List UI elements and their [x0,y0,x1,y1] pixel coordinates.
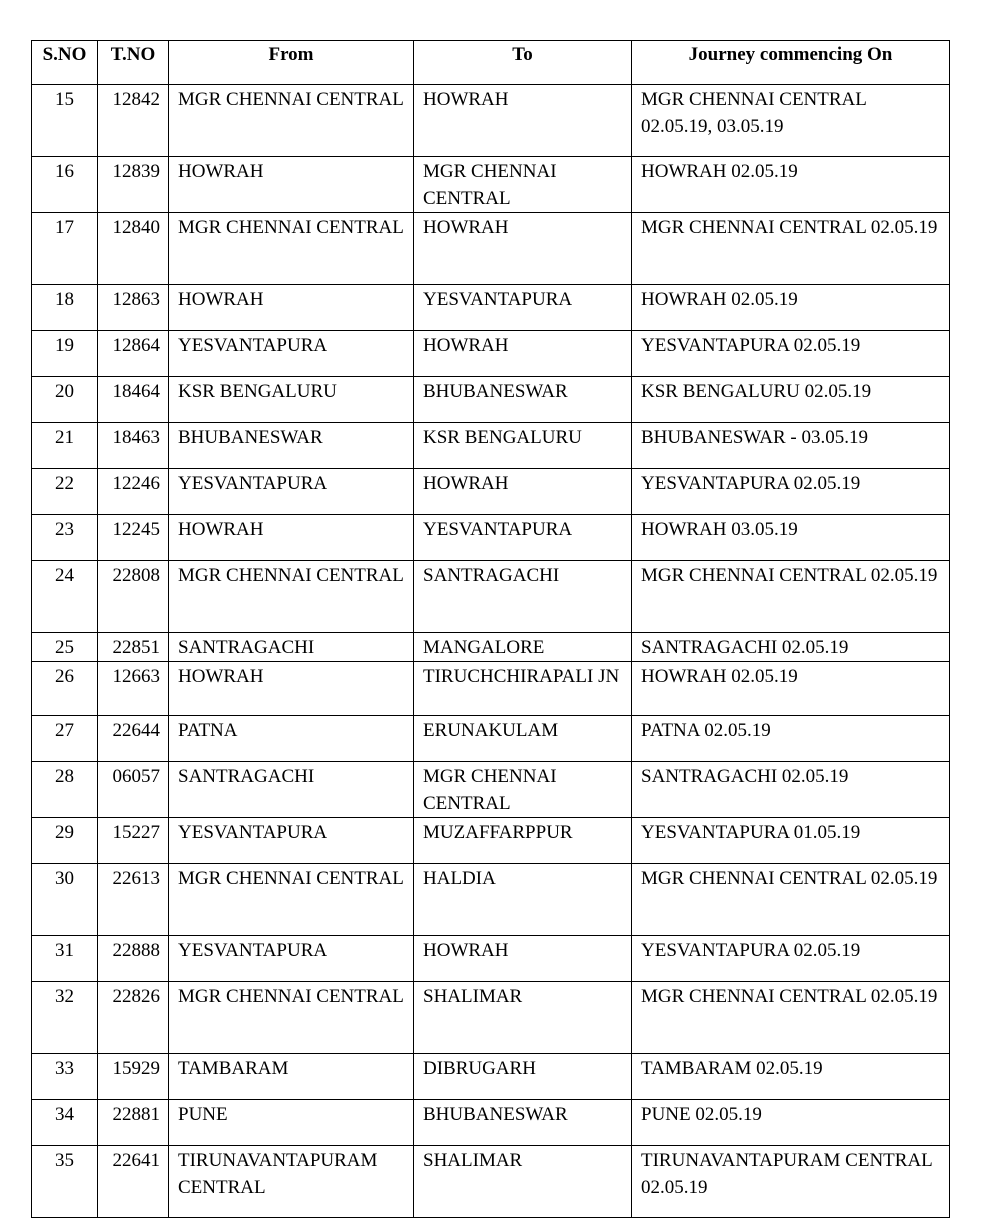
cell-tno: 15929 [98,1054,169,1100]
table-row [32,331,950,377]
header-from: From [169,41,414,85]
table-row [32,1146,950,1218]
cell-journey: HOWRAH 02.05.19 [632,157,950,213]
cell-from: YESVANTAPURA [169,331,414,377]
cell-to: MGR CHENNAI CENTRAL [414,157,632,213]
cell-tno: 15227 [98,818,169,864]
cell-from: MGR CHENNAI CENTRAL [169,982,414,1054]
cell-to: HALDIA [414,864,632,936]
cell-from: HOWRAH [169,285,414,331]
cell-journey: PUNE 02.05.19 [632,1100,950,1146]
cell-journey: TIRUNAVANTAPURAM CENTRAL 02.05.19 [632,1146,950,1218]
cell-to: YESVANTAPURA [414,285,632,331]
cell-tno: 12842 [98,85,169,157]
cell-journey: SANTRAGACHI 02.05.19 [632,762,950,818]
cell-sno: 21 [32,423,98,469]
cell-from: HOWRAH [169,515,414,561]
cell-sno: 18 [32,285,98,331]
cell-journey: MGR CHENNAI CENTRAL 02.05.19 [632,982,950,1054]
train-schedule-table [31,40,950,1218]
cell-sno: 33 [32,1054,98,1100]
cell-tno: 12663 [98,662,169,716]
cell-to: HOWRAH [414,213,632,285]
cell-journey: MGR CHENNAI CENTRAL 02.05.19 [632,213,950,285]
cell-sno: 26 [32,662,98,716]
cell-to: DIBRUGARH [414,1054,632,1100]
cell-journey: SANTRAGACHI 02.05.19 [632,633,950,662]
table-row [32,85,950,157]
cell-tno: 18464 [98,377,169,423]
table-row [32,1054,950,1100]
cell-sno: 23 [32,515,98,561]
table-row [32,864,950,936]
cell-tno: 12839 [98,157,169,213]
cell-from: MGR CHENNAI CENTRAL [169,213,414,285]
cell-tno: 12245 [98,515,169,561]
cell-from: BHUBANESWAR [169,423,414,469]
cell-to: TIRUCHCHIRAPALI JN [414,662,632,716]
cell-tno: 22644 [98,716,169,762]
table-row [32,662,950,716]
cell-to: BHUBANESWAR [414,1100,632,1146]
cell-from: TIRUNAVANTAPURAM CENTRAL [169,1146,414,1218]
cell-to: ERUNAKULAM [414,716,632,762]
cell-journey: YESVANTAPURA 01.05.19 [632,818,950,864]
cell-from: YESVANTAPURA [169,469,414,515]
cell-sno: 28 [32,762,98,818]
table-row [32,762,950,818]
cell-journey: MGR CHENNAI CENTRAL 02.05.19, 03.05.19 [632,85,950,157]
table-row [32,515,950,561]
cell-to: KSR BENGALURU [414,423,632,469]
cell-tno: 22826 [98,982,169,1054]
table-row [32,285,950,331]
cell-tno: 12246 [98,469,169,515]
cell-sno: 27 [32,716,98,762]
cell-journey: HOWRAH 03.05.19 [632,515,950,561]
cell-tno: 12864 [98,331,169,377]
header-journey: Journey commencing On [632,41,950,85]
table-row [32,716,950,762]
cell-from: YESVANTAPURA [169,936,414,982]
cell-to: MANGALORE [414,633,632,662]
cell-from: YESVANTAPURA [169,818,414,864]
cell-tno: 12863 [98,285,169,331]
cell-from: MGR CHENNAI CENTRAL [169,864,414,936]
cell-journey: YESVANTAPURA 02.05.19 [632,936,950,982]
cell-sno: 24 [32,561,98,633]
header-sno: S.NO [32,41,98,85]
cell-sno: 35 [32,1146,98,1218]
cell-tno: 22641 [98,1146,169,1218]
table-row [32,1100,950,1146]
cell-tno: 12840 [98,213,169,285]
cell-tno: 18463 [98,423,169,469]
cell-to: HOWRAH [414,936,632,982]
cell-journey: YESVANTAPURA 02.05.19 [632,469,950,515]
cell-journey: BHUBANESWAR - 03.05.19 [632,423,950,469]
table-row [32,633,950,662]
table-row [32,982,950,1054]
cell-journey: MGR CHENNAI CENTRAL 02.05.19 [632,864,950,936]
table-row [32,936,950,982]
table-row [32,213,950,285]
cell-tno: 22881 [98,1100,169,1146]
table-row [32,157,950,213]
cell-journey: KSR BENGALURU 02.05.19 [632,377,950,423]
cell-from: TAMBARAM [169,1054,414,1100]
cell-sno: 22 [32,469,98,515]
cell-sno: 20 [32,377,98,423]
cell-journey: TAMBARAM 02.05.19 [632,1054,950,1100]
cell-sno: 16 [32,157,98,213]
cell-sno: 31 [32,936,98,982]
cell-to: MGR CHENNAI CENTRAL [414,762,632,818]
cell-journey: YESVANTAPURA 02.05.19 [632,331,950,377]
cell-tno: 06057 [98,762,169,818]
cell-from: PATNA [169,716,414,762]
cell-to: HOWRAH [414,331,632,377]
cell-from: MGR CHENNAI CENTRAL [169,85,414,157]
cell-journey: PATNA 02.05.19 [632,716,950,762]
cell-sno: 15 [32,85,98,157]
table-row [32,423,950,469]
cell-tno: 22613 [98,864,169,936]
cell-to: SANTRAGACHI [414,561,632,633]
cell-tno: 22851 [98,633,169,662]
table-row [32,561,950,633]
table-header-row [32,41,950,85]
cell-from: HOWRAH [169,662,414,716]
cell-to: HOWRAH [414,469,632,515]
cell-tno: 22808 [98,561,169,633]
cell-sno: 34 [32,1100,98,1146]
cell-from: MGR CHENNAI CENTRAL [169,561,414,633]
cell-from: SANTRAGACHI [169,633,414,662]
cell-sno: 29 [32,818,98,864]
cell-from: KSR BENGALURU [169,377,414,423]
cell-from: PUNE [169,1100,414,1146]
cell-journey: HOWRAH 02.05.19 [632,285,950,331]
cell-to: SHALIMAR [414,1146,632,1218]
cell-from: SANTRAGACHI [169,762,414,818]
cell-to: HOWRAH [414,85,632,157]
cell-tno: 22888 [98,936,169,982]
header-tno: T.NO [98,41,169,85]
cell-journey: MGR CHENNAI CENTRAL 02.05.19 [632,561,950,633]
cell-to: SHALIMAR [414,982,632,1054]
header-to: To [414,41,632,85]
cell-journey: HOWRAH 02.05.19 [632,662,950,716]
cell-to: BHUBANESWAR [414,377,632,423]
table-row [32,377,950,423]
cell-sno: 17 [32,213,98,285]
table-row [32,469,950,515]
cell-sno: 25 [32,633,98,662]
cell-sno: 19 [32,331,98,377]
cell-to: MUZAFFARPPUR [414,818,632,864]
cell-sno: 32 [32,982,98,1054]
cell-from: HOWRAH [169,157,414,213]
cell-sno: 30 [32,864,98,936]
table-row [32,818,950,864]
cell-to: YESVANTAPURA [414,515,632,561]
